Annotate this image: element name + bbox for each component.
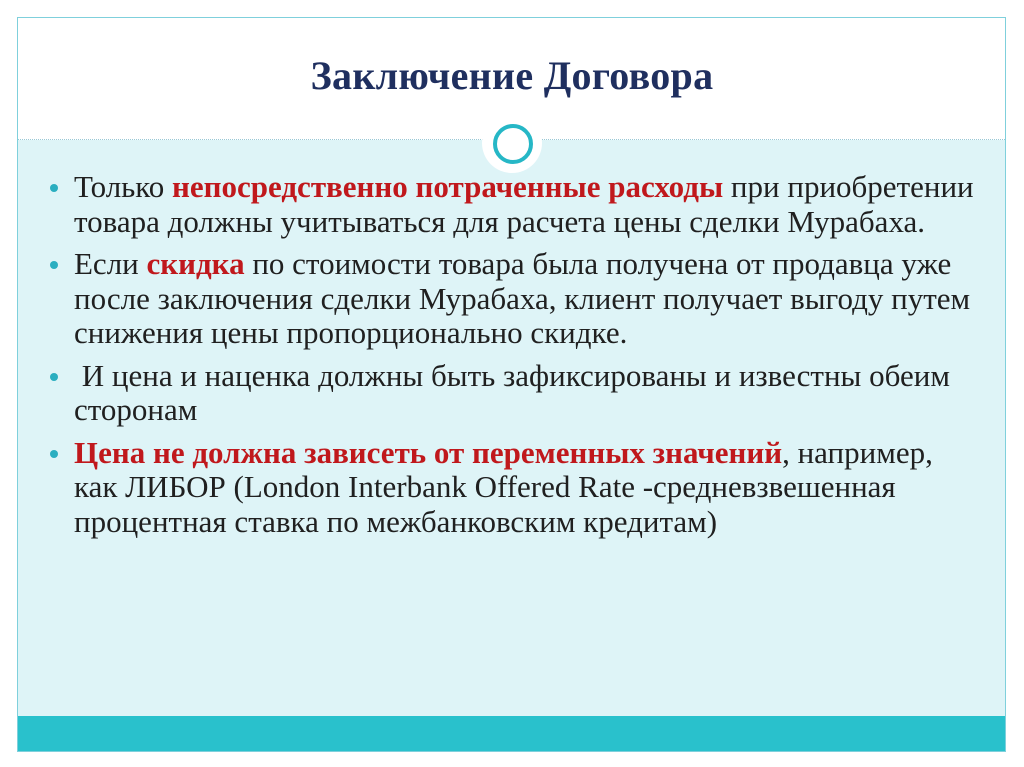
bullet-dot-icon xyxy=(50,261,58,269)
bullet-text-pre: Только xyxy=(74,169,173,204)
bullet-dot-icon xyxy=(50,450,58,458)
bullet-text-post: по стоимости товара была получена от продавца уже после заключения сделки Мурабаха, клиент получает выгоду путем снижения цены пропорционально скидке. xyxy=(74,246,971,350)
bullet-item xyxy=(44,436,974,540)
bullet-text-pre: Если xyxy=(74,246,147,281)
bullet-dot-icon xyxy=(50,184,58,192)
bullet-list xyxy=(44,170,974,547)
bullet-highlight: скидка xyxy=(146,246,245,281)
slide-title: Заключение Договора xyxy=(310,53,714,98)
bullet-highlight: Цена не должна зависеть от переменных значений xyxy=(74,434,783,470)
bottom-accent-bar xyxy=(18,716,1005,751)
bullet-text-post: , например, как ЛИБОР (London Interbank Offered Rate -средневзвешенная процентная ставка по межбанковским кредитам) xyxy=(74,434,933,539)
ring-inner-circle xyxy=(493,124,533,164)
bullet-item xyxy=(44,247,974,351)
bullet-text-post: при приобретении товара должны учитываться для расчета цены сделки Мурабаха. xyxy=(74,169,974,239)
bullet-dot-icon xyxy=(50,373,58,381)
bullet-text-pre: И цена и наценка должны быть зафиксированы и известны обеим сторонам xyxy=(74,357,958,427)
bullet-item xyxy=(44,170,974,239)
bullet-highlight: непосредственно потраченные расходы xyxy=(172,169,724,204)
bullet-item xyxy=(44,359,974,428)
